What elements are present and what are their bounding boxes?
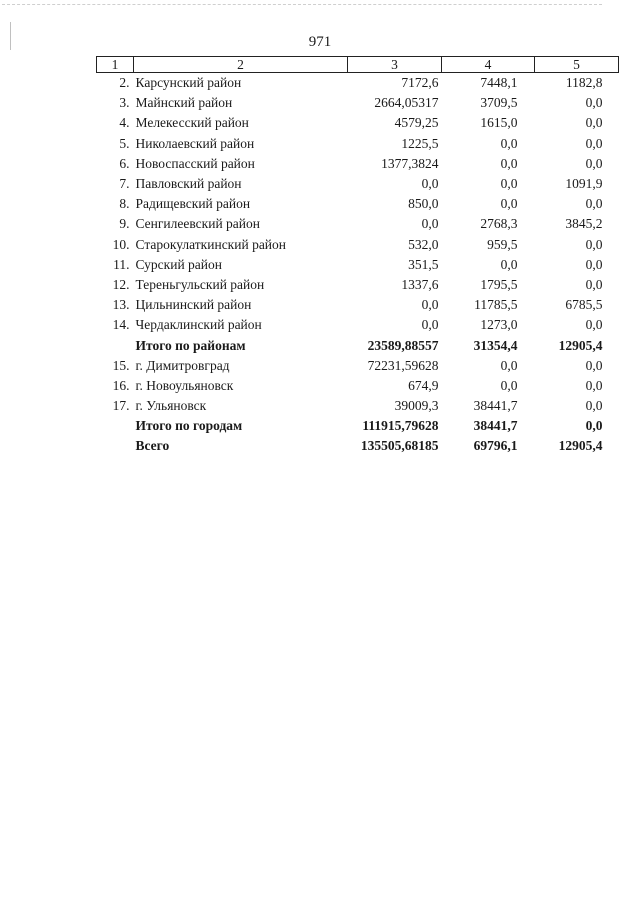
row-number: 12. xyxy=(112,276,130,292)
row-value-col4: 38441,7 xyxy=(473,418,518,434)
row-name: Сенгилеевский район xyxy=(135,216,260,232)
row-name: Итого по городам xyxy=(135,418,243,434)
row-number: 14. xyxy=(112,317,130,333)
row-number: 9. xyxy=(119,216,130,232)
table-row xyxy=(97,275,619,295)
row-value-col5: 1182,8 xyxy=(565,75,603,91)
row-number: 13. xyxy=(112,297,130,313)
row-name: Чердаклинский район xyxy=(135,317,262,333)
row-number: 7. xyxy=(119,176,130,192)
row-value-col4: 0,0 xyxy=(500,155,518,171)
row-value-col5: 12905,4 xyxy=(558,438,603,454)
header-cell-1: 1 xyxy=(97,57,134,73)
table-body xyxy=(97,73,619,457)
row-value-col4: 0,0 xyxy=(500,256,518,272)
row-value-col3: 532,0 xyxy=(408,236,439,252)
table-row xyxy=(97,154,619,174)
row-number xyxy=(97,335,134,355)
row-value-col5: 3845,2 xyxy=(565,216,603,232)
row-value-col3: 850,0 xyxy=(408,196,439,212)
table-total-row xyxy=(97,335,619,355)
table-row xyxy=(97,356,619,376)
row-value-col5: 0,0 xyxy=(585,236,603,252)
row-number: 8. xyxy=(119,196,130,212)
row-value-col3: 39009,3 xyxy=(394,398,439,414)
table-row xyxy=(97,255,619,275)
table-row xyxy=(97,73,619,94)
row-name: г. Ульяновск xyxy=(135,398,207,414)
row-value-col5: 12905,4 xyxy=(558,337,603,353)
header-cell-4: 4 xyxy=(442,57,535,73)
table-row xyxy=(97,315,619,335)
row-value-col3: 2664,05317 xyxy=(374,95,439,111)
row-value-col3: 351,5 xyxy=(408,256,439,272)
header-cell-3: 3 xyxy=(348,57,442,73)
row-value-col5: 0,0 xyxy=(585,357,603,373)
row-name: Майнский район xyxy=(135,95,233,111)
row-number: 2. xyxy=(119,75,130,91)
row-value-col3: 7172,6 xyxy=(401,75,439,91)
row-value-col5: 6785,5 xyxy=(565,297,603,313)
row-value-col5: 0,0 xyxy=(585,196,603,212)
row-value-col5: 0,0 xyxy=(585,398,603,414)
row-name: Старокулаткинский район xyxy=(135,236,287,252)
row-value-col3: 0,0 xyxy=(421,176,439,192)
row-value-col5: 0,0 xyxy=(585,276,603,292)
table-row xyxy=(97,214,619,234)
row-value-col5: 0,0 xyxy=(585,135,603,151)
row-value-col5: 0,0 xyxy=(585,256,603,272)
row-value-col5: 0,0 xyxy=(585,377,603,393)
row-value-col4: 1615,0 xyxy=(480,115,518,131)
row-number: 11. xyxy=(113,256,130,272)
row-number xyxy=(97,436,134,456)
header-cell-2: 2 xyxy=(134,57,348,73)
row-value-col4: 1795,5 xyxy=(480,276,518,292)
row-value-col4: 0,0 xyxy=(500,196,518,212)
row-number: 3. xyxy=(119,95,130,111)
row-value-col5: 0,0 xyxy=(585,115,603,131)
row-number: 5. xyxy=(119,135,130,151)
row-name: Всего xyxy=(135,438,170,454)
header-row xyxy=(97,57,619,73)
table-row xyxy=(97,235,619,255)
row-name: Радищевский район xyxy=(135,196,251,212)
row-name: Сурский район xyxy=(135,256,222,272)
row-name: Николаевский район xyxy=(135,135,255,151)
row-value-col3: 674,9 xyxy=(408,377,439,393)
row-value-col4: 3709,5 xyxy=(480,95,518,111)
budget-table xyxy=(96,56,619,457)
row-name: Итого по районам xyxy=(135,337,246,353)
row-value-col3: 0,0 xyxy=(421,317,439,333)
row-number: 16. xyxy=(112,377,130,393)
row-value-col3: 135505,68185 xyxy=(360,438,439,454)
table-row xyxy=(97,396,619,416)
budget-table-container xyxy=(96,56,618,457)
row-value-col3: 4579,25 xyxy=(394,115,439,131)
row-value-col3: 111915,79628 xyxy=(362,418,439,434)
row-value-col3: 0,0 xyxy=(421,297,439,313)
row-value-col3: 23589,88557 xyxy=(367,337,439,353)
header-cell-5: 5 xyxy=(535,57,619,73)
row-value-col3: 1225,5 xyxy=(401,135,439,151)
table-row xyxy=(97,295,619,315)
row-value-col3: 1377,3824 xyxy=(381,155,439,171)
row-name: Новоспасский район xyxy=(135,155,255,171)
row-name: Цильнинский район xyxy=(135,297,252,313)
row-number xyxy=(97,416,134,436)
row-value-col4: 38441,7 xyxy=(473,398,518,414)
row-name: Тереньгульский район xyxy=(135,276,265,292)
scan-edge-marks xyxy=(2,4,602,9)
table-row xyxy=(97,194,619,214)
table-row xyxy=(97,134,619,154)
row-name: Карсунский район xyxy=(135,75,242,91)
row-value-col4: 1273,0 xyxy=(480,317,518,333)
row-value-col3: 1337,6 xyxy=(401,276,439,292)
table-row xyxy=(97,93,619,113)
row-name: г. Новоульяновск xyxy=(135,377,234,393)
row-value-col4: 2768,3 xyxy=(480,216,518,232)
row-value-col4: 69796,1 xyxy=(473,438,518,454)
row-value-col4: 11785,5 xyxy=(474,297,518,313)
table-total-row xyxy=(97,416,619,436)
page-number: 971 xyxy=(308,34,332,50)
row-value-col4: 0,0 xyxy=(500,176,518,192)
table-row xyxy=(97,174,619,194)
row-number: 15. xyxy=(112,357,130,373)
row-number: 17. xyxy=(112,398,130,414)
row-value-col5: 0,0 xyxy=(585,155,603,171)
table-row xyxy=(97,376,619,396)
table-header xyxy=(97,57,619,73)
row-value-col5: 0,0 xyxy=(585,95,603,111)
row-value-col4: 959,5 xyxy=(487,236,518,252)
row-name: Павловский район xyxy=(135,176,242,192)
table-total-row xyxy=(97,436,619,456)
row-number: 6. xyxy=(119,155,130,171)
row-value-col4: 0,0 xyxy=(500,135,518,151)
row-value-col4: 31354,4 xyxy=(473,337,518,353)
row-value-col3: 0,0 xyxy=(421,216,439,232)
row-value-col4: 7448,1 xyxy=(480,75,518,91)
row-name: г. Димитровград xyxy=(135,357,230,373)
row-number: 10. xyxy=(112,236,130,252)
row-value-col5: 1091,9 xyxy=(565,176,603,192)
row-number: 4. xyxy=(119,115,130,131)
row-value-col5: 0,0 xyxy=(585,317,603,333)
row-name: Мелекесский район xyxy=(135,115,249,131)
row-value-col4: 0,0 xyxy=(500,377,518,393)
table-row xyxy=(97,113,619,133)
row-value-col4: 0,0 xyxy=(500,357,518,373)
row-value-col3: 72231,59628 xyxy=(367,357,439,373)
row-value-col5: 0,0 xyxy=(585,418,603,434)
